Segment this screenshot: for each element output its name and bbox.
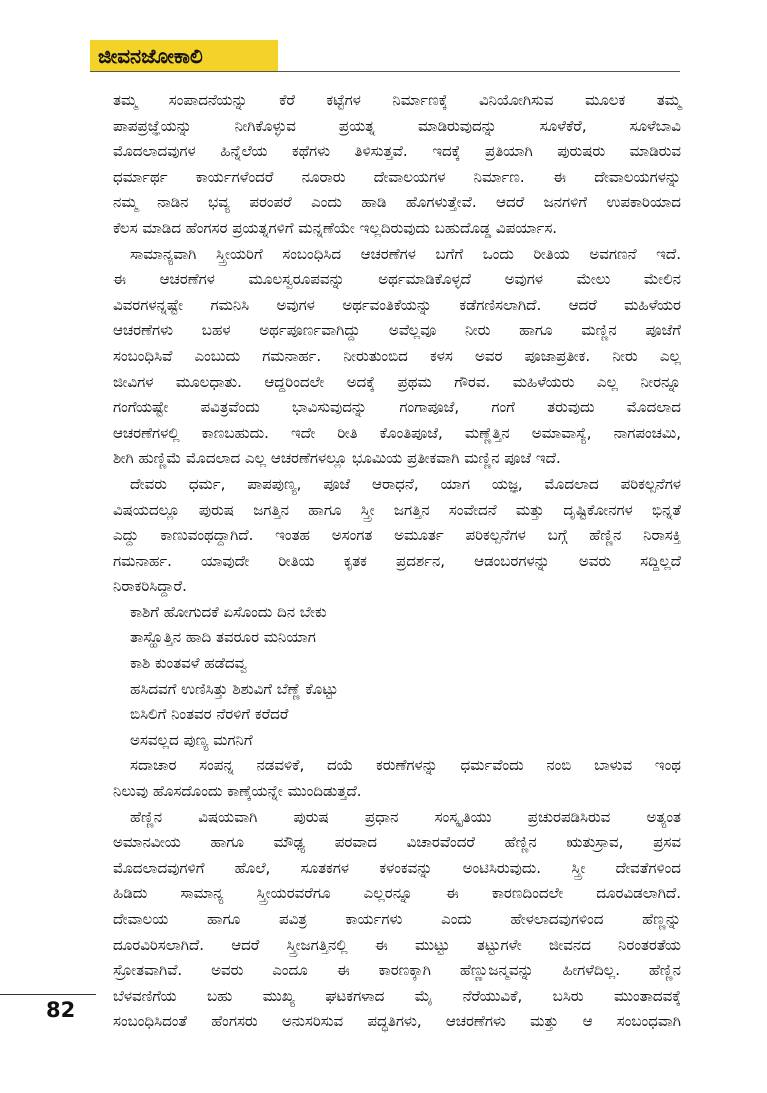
text-line: ಕೆಲಸ ಮಾಡಿದ ಹೆಂಗಸರ ಪ್ರಯತ್ನಗಳಿಗೆ ಮನ್ನಣೆಯೇ ಇಲ್ಲದಿರುವುದು ಬಹುದೊಡ್ಡ ವಿಪರ್ಯಾಸ. — [113, 218, 558, 237]
text-line: ದೂರವಿರಿಸಲಾಗಿದೆ. ಆದರೆ ಸ್ತ್ರೀಜಗತ್ತಿನಲ್ಲಿ ಈ ಮುಟ್ಟು ತಟ್ಟುಗಳೇ ಜೀವನದ ನಿರಂತರತೆಯ — [113, 935, 681, 954]
text-line: ನಿರಾಕರಿಸಿದ್ದಾರೆ. — [113, 577, 187, 596]
text-line: ಗಮನಾರ್ಹ. ಯಾವುದೇ ರೀತಿಯ ಕೃತಕ ಪ್ರದರ್ಶನ, ಆಡಂಬರಗಳನ್ನು ಅವರು ಸದ್ದಿಲ್ಲದೆ — [113, 551, 681, 570]
text-line: ಗಂಗೆಯಷ್ಟೇ ಪವಿತ್ರವೆಂದು ಭಾವಿಸುವುದನ್ನು ಗಂಗಾಪೂಜೆ, ಗಂಗೆ ತರುವುದು ಮೊದಲಾದ — [113, 398, 681, 417]
running-title: ಜೀವನಜೋಕಾಲಿ — [98, 44, 203, 68]
header-rule — [90, 71, 680, 72]
text-line: ಎದ್ದು ಕಾಣುವಂಥದ್ದಾಗಿದೆ. ಇಂತಹ ಅಸಂಗತ ಅಮೂರ್ತ ಪರಿಕಲ್ಪನೆಗಳ ಬಗ್ಗೆ ಹೆಣ್ಣಿನ ನಿರಾಸಕ್ತಿ — [113, 526, 681, 545]
footer-rule — [0, 994, 96, 995]
text-line: ನಿಲುವು ಹೊಸದೊಂದು ಕಾಣ್ಕೆಯನ್ನೇ ಮುಂದಿಡುತ್ತದೆ. — [113, 782, 362, 801]
verse-line: ಅಸವಲ್ಲದ ಪುಣ್ಯ ಮಗನಿಗೆ — [130, 730, 253, 749]
text-line: ಮೊದಲಾದವುಗಳಿಗೆ ಹೊಲೆ, ಸೂತಕಗಳ ಕಳಂಕವನ್ನು ಅಂಟಿಸಿರುವುದು. ಸ್ತ್ರೀ ದೇವತೆಗಳಿಂದ — [113, 858, 681, 877]
text-line: ಸದಾಚಾರ ಸಂಪನ್ನ ನಡವಳಿಕೆ, ದಯೆ ಕರುಣೆಗಳನ್ನು ಧರ್ಮವೆಂದು ನಂಬಿ ಬಾಳುವ ಇಂಥ — [130, 756, 681, 775]
text-line: ವಿಷಯದಲ್ಲೂ ಪುರುಷ ಜಗತ್ತಿನ ಹಾಗೂ ಸ್ತ್ರೀ ಜಗತ್ತಿನ ಸಂವೇದನೆ ಮತ್ತು ದೃಷ್ಟಿಕೋನಗಳ ಭಿನ್ನತೆ — [113, 500, 681, 519]
text-line: ನಮ್ಮ ನಾಡಿನ ಭವ್ಯ ಪರಂಪರೆ ಎಂದು ಹಾಡಿ ಹೊಗಳುತ್ತೇವೆ. ಆದರೆ ಜನಗಳಿಗೆ ಉಪಕಾರಿಯಾದ — [113, 193, 681, 212]
verse-line: ಹಸಿದವಗೆ ಉಣಿಸಿತ್ತು ಶಿಶುವಿಗೆ ಬೆಣ್ಣೆ ಕೊಟ್ಟು — [130, 679, 338, 698]
text-line: ಶೀಗಿ ಹುಣ್ಣಿಮೆ ಮೊದಲಾದ ಎಲ್ಲ ಆಚರಣೆಗಳಲ್ಲೂ ಭೂಮಿಯ ಪ್ರತೀಕವಾಗಿ ಮಣ್ಣಿನ ಪೂಜೆ ಇದೆ. — [113, 449, 561, 468]
text-line: ವಿವರಗಳನ್ನಷ್ಟೇ ಗಮನಿಸಿ ಅವುಗಳ ಅರ್ಥವಂತಿಕೆಯನ್ನು ಕಡೆಗಣಿಸಲಾಗಿದೆ. ಆದರೆ ಮಹಿಳೆಯರ — [113, 295, 681, 314]
text-line: ಅಮಾನವೀಯ ಹಾಗೂ ಮೌಢ್ಯ ಪರವಾದ ವಿಚಾರವೆಂದರೆ ಹೆಣ್ಣಿನ ಋತುಸ್ರಾವ, ಪ್ರಸವ — [113, 833, 681, 852]
verse-line: ಕಾಶಿಗೆ ಹೋಗುದಕೆ ಏಸೊಂದು ದಿನ ಬೇಕು — [130, 602, 327, 621]
text-line: ಆಚರಣೆಗಳಲ್ಲಿ ಕಾಣಬಹುದು. ಇದೇ ರೀತಿ ಕೊಂತಿಪೂಜೆ, ಮಣ್ಣೆತ್ತಿನ ಅಮಾವಾಸ್ಯೆ, ನಾಗಪಂಚಮಿ, — [113, 423, 681, 442]
verse-line: ತಾಸ್ಹೊತ್ತಿನ ಹಾದಿ ತವರೂರ ಮನಿಯಾಗ — [130, 628, 316, 647]
text-line: ಜೀವಿಗಳ ಮೂಲಧಾತು. ಆದ್ದರಿಂದಲೇ ಅದಕ್ಕೆ ಪ್ರಥಮ ಗೌರವ. ಮಹಿಳೆಯರು ಎಲ್ಲ ನೀರನ್ನೂ — [113, 372, 681, 391]
text-line: ಧರ್ಮಾರ್ಥ ಕಾರ್ಯಗಳೆಂದರೆ ನೂರಾರು ದೇವಾಲಯಗಳ ನಿರ್ಮಾಣ. ಈ ದೇವಾಲಯಗಳನ್ನು — [113, 167, 681, 186]
text-line: ಸಾಮಾನ್ಯವಾಗಿ ಸ್ತ್ರೀಯರಿಗೆ ಸಂಬಂಧಿಸಿದ ಆಚರಣೆಗಳ ಬಗೆಗೆ ಒಂದು ರೀತಿಯ ಅವಗಣನೆ ಇದೆ. — [130, 244, 681, 263]
text-line: ದೇವರು ಧರ್ಮ, ಪಾಪಪುಣ್ಯ, ಪೂಜೆ ಆರಾಧನೆ, ಯಾಗ ಯಜ್ಞ, ಮೊದಲಾದ ಪರಿಕಲ್ಪನೆಗಳ — [130, 474, 681, 493]
text-line: ಹೆಣ್ಣಿನ ವಿಷಯವಾಗಿ ಪುರುಷ ಪ್ರಧಾನ ಸಂಸ್ಕೃತಿಯು ಪ್ರಚುರಪಡಿಸಿರುವ ಅತ್ಯಂತ — [130, 807, 681, 826]
text-line: ಆಚರಣೆಗಳು ಬಹಳ ಅರ್ಥಪೂರ್ಣವಾಗಿದ್ದು ಅವೆಲ್ಲವೂ ನೀರು ಹಾಗೂ ಮಣ್ಣಿನ ಪೂಜೆಗೆ — [113, 321, 681, 340]
text-line: ಬೆಳವಣಿಗೆಯ ಬಹು ಮುಖ್ಯ ಘಟಕಗಳಾದ ಮೈ ನೆರೆಯುವಿಕೆ, ಬಸಿರು ಮುಂತಾದವಕ್ಕೆ — [113, 986, 681, 1005]
text-line: ಹಿಡಿದು ಸಾಮಾನ್ಯ ಸ್ತ್ರೀಯರವರೆಗೂ ಎಲ್ಲರನ್ನೂ ಈ ಕಾರಣದಿಂದಲೇ ದೂರವಿಡಲಾಗಿದೆ. — [113, 884, 681, 903]
text-line: ಸಂಬಂಧಿಸಿವೆ ಎಂಬುದು ಗಮನಾರ್ಹ. ನೀರುತುಂಬಿದ ಕಳಸ ಅವರ ಪೂಜಾಪ್ರತೀಕ. ನೀರು ಎಲ್ಲ — [113, 346, 681, 365]
body-text — [113, 88, 681, 1035]
verse-line: ಕಾಶಿ ಕುಂತವಳೆ ಹಡೆದವ್ವ — [130, 654, 247, 673]
page-number: 82 — [46, 998, 76, 1022]
verse-line: ಬಿಸಿಲಿಗೆ ನಿಂತವರ ನೆರಳಿಗೆ ಕರೆದರೆ — [130, 705, 289, 724]
text-line: ಮೊದಲಾದವುಗಳ ಹಿನ್ನೆಲೆಯ ಕಥೆಗಳು ತಿಳಿಸುತ್ತವೆ. ಇದಕ್ಕೆ ಪ್ರತಿಯಾಗಿ ಪುರುಷರು ಮಾಡಿರುವ — [113, 142, 681, 161]
text-line: ಪಾಪಪ್ರಜ್ಞೆಯನ್ನು ನೀಗಿಕೊಳ್ಳುವ ಪ್ರಯತ್ನ ಮಾಡಿರುವುದನ್ನು ಸೂಳೆಕೆರೆ, ಸೂಳೆಬಾವಿ — [113, 116, 681, 135]
text-line: ದೇವಾಲಯ ಹಾಗೂ ಪವಿತ್ರ ಕಾರ್ಯಗಳು ಎಂದು ಹೇಳಲಾದವುಗಳಿಂದ ಹೆಣ್ಣನ್ನು — [113, 910, 681, 928]
text-line: ಸ್ರೋತವಾಗಿವೆ. ಅವರು ಎಂದೂ ಈ ಕಾರಣಕ್ಕಾಗಿ ಹೆಣ್ಣುಜನ್ಮವನ್ನು ಹೀಗಳೆದಿಲ್ಲ. ಹೆಣ್ಣಿನ — [113, 961, 681, 980]
text-line: ಸಂಬಂಧಿಸಿದಂತೆ ಹೆಂಗಸರು ಅನುಸರಿಸುವ ಪದ್ಧತಿಗಳು, ಆಚರಣೆಗಳು ಮತ್ತು ಆ ಸಂಬಂಧವಾಗಿ — [113, 1012, 681, 1031]
text-line: ಈ ಆಚರಣೆಗಳ ಮೂಲಸ್ವರೂಪವನ್ನು ಅರ್ಥಮಾಡಿಕೊಳ್ಳದೆ ಅವುಗಳ ಮೇಲು ಮೇಲಿನ — [113, 270, 681, 289]
text-line: ತಮ್ಮ ಸಂಪಾದನೆಯನ್ನು ಕೆರೆ ಕಟ್ಟೆಗಳ ನಿರ್ಮಾಣಕ್ಕೆ ವಿನಿಯೋಗಿಸುವ ಮೂಲಕ ತಮ್ಮ — [113, 91, 681, 109]
